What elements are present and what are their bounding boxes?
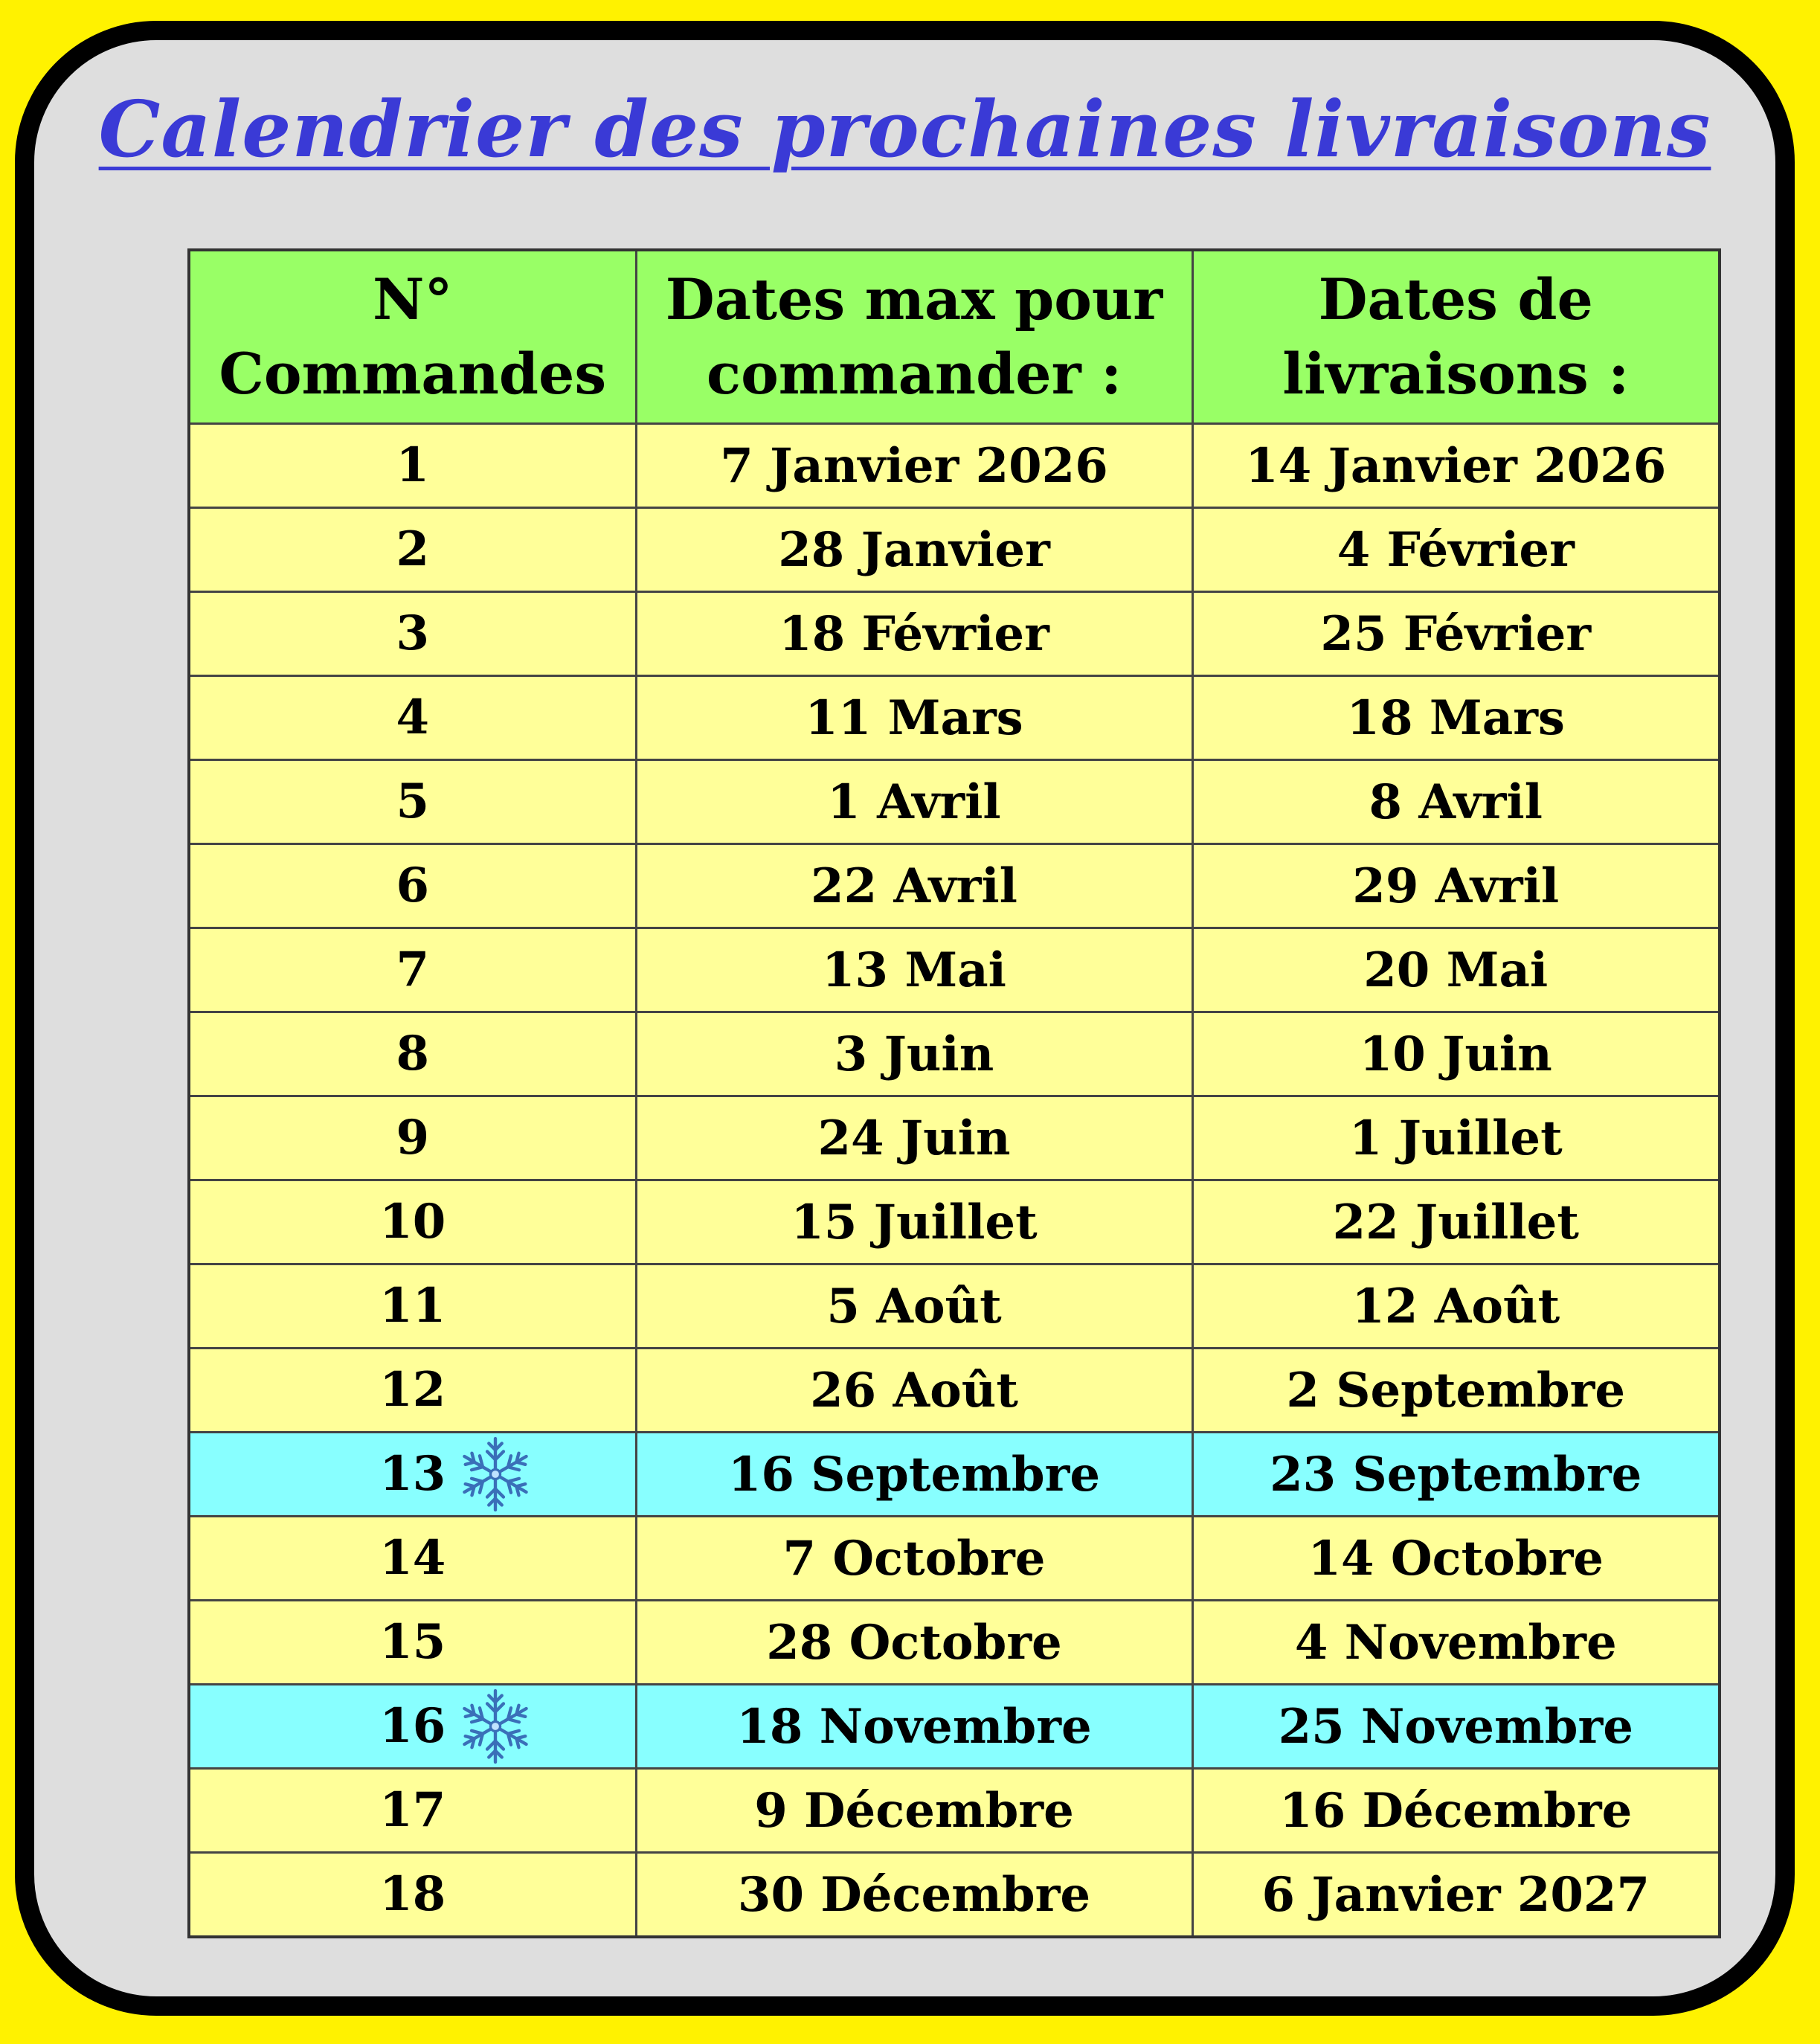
order-number-wrap xyxy=(190,845,635,927)
order-deadline-cell: 11 Mars xyxy=(636,676,1192,760)
order-number-wrap xyxy=(190,677,635,759)
order-number-wrap xyxy=(190,1097,635,1179)
order-number-wrap xyxy=(190,1013,635,1095)
order-deadline-cell: 24 Juin xyxy=(636,1096,1192,1180)
order-number: 17 xyxy=(379,1782,446,1838)
table-row xyxy=(189,676,1720,760)
page-title: Calendrier des prochaines livraisons xyxy=(98,83,1711,175)
order-number-wrap xyxy=(190,1433,635,1515)
order-number-wrap xyxy=(190,593,635,675)
order-deadline-cell: 7 Janvier 2026 xyxy=(636,424,1192,508)
order-number-wrap xyxy=(190,509,635,591)
order-deadline-cell: 26 Août xyxy=(636,1349,1192,1433)
order-number-wrap xyxy=(190,929,635,1011)
delivery-date-cell: 18 Mars xyxy=(1192,676,1720,760)
order-deadline-cell: 28 Octobre xyxy=(636,1601,1192,1685)
order-number-cell xyxy=(189,1012,636,1096)
order-deadline-cell: 9 Décembre xyxy=(636,1769,1192,1853)
order-number: 4 xyxy=(396,690,430,745)
order-deadline-cell: 30 Décembre xyxy=(636,1853,1192,1938)
delivery-date-cell: 23 Septembre xyxy=(1192,1433,1720,1517)
order-number-cell xyxy=(189,508,636,592)
table-row xyxy=(189,760,1720,844)
order-number-wrap xyxy=(190,1517,635,1599)
order-number: 9 xyxy=(396,1110,430,1166)
header-order-number xyxy=(189,250,636,424)
order-number-cell xyxy=(189,592,636,676)
order-number: 11 xyxy=(379,1278,446,1334)
delivery-date-cell: 25 Février xyxy=(1192,592,1720,676)
order-number: 15 xyxy=(379,1614,446,1670)
delivery-date-cell: 6 Janvier 2027 xyxy=(1192,1853,1720,1938)
order-deadline-cell: 13 Mai xyxy=(636,928,1192,1012)
delivery-date-cell: 29 Avril xyxy=(1192,844,1720,928)
header-order-deadline-line1: Dates max pour xyxy=(665,266,1163,332)
order-number-cell xyxy=(189,424,636,508)
order-number-wrap xyxy=(190,1601,635,1683)
order-number: 7 xyxy=(396,942,430,997)
order-deadline-cell: 28 Janvier xyxy=(636,508,1192,592)
header-delivery-date-line2: livraisons : xyxy=(1282,341,1630,407)
delivery-date-cell: 14 Janvier 2026 xyxy=(1192,424,1720,508)
order-deadline-cell: 5 Août xyxy=(636,1264,1192,1349)
order-number-cell xyxy=(189,676,636,760)
table-row xyxy=(189,1517,1720,1601)
table-row xyxy=(189,1685,1720,1769)
table-row xyxy=(189,1180,1720,1264)
table-row xyxy=(189,1264,1720,1349)
calendar-card xyxy=(15,21,1795,2016)
order-number: 2 xyxy=(396,521,430,577)
order-number: 10 xyxy=(379,1194,446,1250)
delivery-date-cell: 25 Novembre xyxy=(1192,1685,1720,1769)
delivery-date-cell: 14 Octobre xyxy=(1192,1517,1720,1601)
order-number-wrap xyxy=(190,1265,635,1347)
order-number-cell xyxy=(189,928,636,1012)
table-row xyxy=(189,928,1720,1012)
table-row xyxy=(189,1012,1720,1096)
order-number-wrap xyxy=(190,1854,635,1935)
order-number-cell xyxy=(189,1180,636,1264)
header-delivery-date-line1: Dates de xyxy=(1318,266,1593,332)
order-number-cell xyxy=(189,1685,636,1769)
order-number: 5 xyxy=(396,774,430,829)
order-deadline-cell: 1 Avril xyxy=(636,760,1192,844)
delivery-date-cell: 4 Novembre xyxy=(1192,1601,1720,1685)
table-row xyxy=(189,1853,1720,1938)
order-number-cell xyxy=(189,1769,636,1853)
delivery-date-cell: 12 Août xyxy=(1192,1264,1720,1349)
order-number-wrap xyxy=(190,425,635,507)
order-number: 14 xyxy=(379,1530,446,1586)
order-number: 8 xyxy=(396,1026,430,1082)
order-number: 13 xyxy=(379,1446,446,1502)
delivery-date-cell: 20 Mai xyxy=(1192,928,1720,1012)
order-number: 18 xyxy=(379,1866,446,1922)
order-number-wrap xyxy=(190,1685,635,1767)
header-order-deadline-line2: commander : xyxy=(706,341,1122,407)
order-number-cell xyxy=(189,1433,636,1517)
delivery-date-cell: 8 Avril xyxy=(1192,760,1720,844)
delivery-date-cell: 1 Juillet xyxy=(1192,1096,1720,1180)
order-deadline-cell: 15 Juillet xyxy=(636,1180,1192,1264)
order-number-wrap xyxy=(190,1181,635,1263)
table-row xyxy=(189,1769,1720,1853)
table-row xyxy=(189,1096,1720,1180)
table-row xyxy=(189,1349,1720,1433)
order-deadline-cell: 18 Novembre xyxy=(636,1685,1192,1769)
order-number-cell xyxy=(189,760,636,844)
order-deadline-cell: 22 Avril xyxy=(636,844,1192,928)
order-number-cell xyxy=(189,1264,636,1349)
table-row xyxy=(189,592,1720,676)
order-deadline-cell: 3 Juin xyxy=(636,1012,1192,1096)
table-row xyxy=(189,1433,1720,1517)
order-number: 3 xyxy=(396,605,430,661)
order-number-wrap xyxy=(190,1770,635,1851)
delivery-date-cell: 10 Juin xyxy=(1192,1012,1720,1096)
table-row xyxy=(189,508,1720,592)
order-deadline-cell: 16 Septembre xyxy=(636,1433,1192,1517)
header-order-number-line2: Commandes xyxy=(219,341,607,407)
order-number: 6 xyxy=(396,858,430,913)
header-order-number-line1: N° xyxy=(373,266,453,332)
order-number: 1 xyxy=(396,437,430,493)
header-delivery-date xyxy=(1192,250,1720,424)
delivery-date-cell: 4 Février xyxy=(1192,508,1720,592)
order-number: 12 xyxy=(379,1362,446,1418)
order-deadline-cell: 18 Février xyxy=(636,592,1192,676)
header-order-deadline xyxy=(636,250,1192,424)
order-number-cell xyxy=(189,1601,636,1685)
order-number-cell xyxy=(189,1096,636,1180)
order-number-cell xyxy=(189,1853,636,1938)
delivery-date-cell: 2 Septembre xyxy=(1192,1349,1720,1433)
table-body xyxy=(189,424,1720,1938)
delivery-date-cell: 16 Décembre xyxy=(1192,1769,1720,1853)
order-deadline-cell: 7 Octobre xyxy=(636,1517,1192,1601)
delivery-calendar-table xyxy=(187,248,1721,1938)
table-row xyxy=(189,1601,1720,1685)
order-number-wrap xyxy=(190,761,635,843)
delivery-date-cell: 22 Juillet xyxy=(1192,1180,1720,1264)
order-number-wrap xyxy=(190,1349,635,1431)
table-row xyxy=(189,424,1720,508)
table-header-row xyxy=(189,250,1720,424)
order-number-cell xyxy=(189,844,636,928)
order-number: 16 xyxy=(379,1698,446,1754)
order-number-cell xyxy=(189,1349,636,1433)
snowflake-icon xyxy=(451,1433,540,1515)
snowflake-icon xyxy=(451,1685,540,1767)
order-number-cell xyxy=(189,1517,636,1601)
table-row xyxy=(189,844,1720,928)
